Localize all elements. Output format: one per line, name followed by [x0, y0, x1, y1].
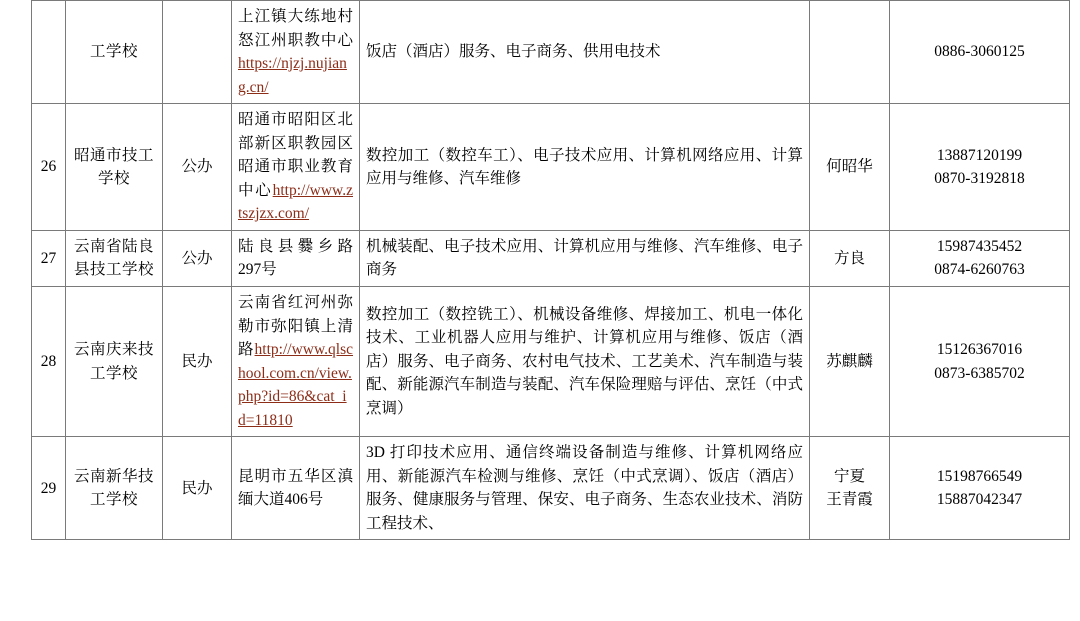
row-school-type: 民办 — [163, 287, 232, 437]
row-phones — [890, 230, 1070, 286]
contact-name-line: 王青霞 — [826, 491, 873, 509]
row-school-name: 云南省陆良县技工学校 — [66, 230, 163, 286]
row-contact — [810, 1, 890, 104]
row-index: 27 — [32, 230, 66, 286]
address-link[interactable]: https://njzj.nujiang.cn/ — [238, 55, 347, 96]
phone-number: 15987435452 — [936, 237, 1023, 255]
address-link[interactable]: http://www.ztszjzx.com/ — [238, 181, 353, 223]
row-majors: 数控加工（数控车工）、电子技术应用、计算机网络应用、计算应用与维修、汽车维修 — [360, 104, 810, 231]
row-phones — [890, 1, 1070, 104]
row-index: 26 — [32, 104, 66, 231]
phone-number: 15198766549 — [936, 467, 1023, 485]
phone-number: 0870-3192818 — [934, 170, 1025, 188]
table-row — [32, 1, 1070, 104]
row-address: 昆明市五华区滇缅大道406号 — [232, 437, 360, 540]
row-school-type: 公办 — [163, 104, 232, 231]
row-contact: 苏麒麟 — [810, 287, 890, 437]
phone-number: 0886-3060125 — [934, 43, 1025, 61]
address-text: 云南省红河州弥勒市弥阳镇上清路 — [238, 294, 353, 359]
row-contact: 方良 — [810, 230, 890, 286]
row-address — [232, 287, 360, 437]
row-majors: 饭店（酒店）服务、电子商务、供用电技术 — [360, 1, 810, 104]
table-row — [32, 230, 1070, 286]
address-link[interactable]: http://www.qlschool.com.cn/view.php?id=86&cat_id=11810 — [238, 341, 353, 429]
row-phones — [890, 104, 1070, 231]
row-school-type: 公办 — [163, 230, 232, 286]
row-phones — [890, 437, 1070, 540]
row-address — [232, 104, 360, 231]
row-address: 陆良县爨乡路297号 — [232, 230, 360, 286]
row-school-name: 云南庆来技工学校 — [66, 287, 163, 437]
row-majors: 数控加工（数控铣工）、机械设备维修、焊接加工、机电一体化技术、工业机器人应用与维护、计算机应用与维修、饭店（酒店）服务、电子商务、农村电气技术、工艺美术、汽车制造与装配、新能源汽车制造与装配、汽车保险理赔与评估、烹饪（中式烹调） — [360, 287, 810, 437]
address-text: 上江镇大练地村怒江州职教中心 — [238, 8, 353, 49]
address-text: 昭通市昭阳区北部新区职教园区昭通市职业教育中心 — [238, 111, 353, 199]
row-school-name: 昭通市技工学校 — [66, 104, 163, 231]
phone-number: 0874-6260763 — [934, 261, 1025, 279]
row-index — [32, 1, 66, 104]
row-school-type: 民办 — [163, 437, 232, 540]
phone-number: 15887042347 — [936, 491, 1023, 509]
vocational-school-table — [31, 0, 1070, 540]
table-row — [32, 287, 1070, 437]
row-school-type — [163, 1, 232, 104]
contact-name-line: 宁夏 — [833, 467, 865, 485]
table-row — [32, 104, 1070, 231]
phone-number: 13887120199 — [936, 146, 1023, 164]
row-school-name: 工学校 — [66, 1, 163, 104]
row-index: 29 — [32, 437, 66, 540]
row-contact: 何昭华 — [810, 104, 890, 231]
row-majors: 3D 打印技术应用、通信终端设备制造与维修、计算机网络应用、新能源汽车检测与维修、烹饪（中式烹调）、饭店（酒店）服务、健康服务与管理、保安、电子商务、生态农业技术、消防工程技术、 — [360, 437, 810, 540]
row-majors: 机械装配、电子技术应用、计算机应用与维修、汽车维修、电子商务 — [360, 230, 810, 286]
row-school-name: 云南新华技工学校 — [66, 437, 163, 540]
phone-number: 15126367016 — [936, 341, 1023, 359]
table-row — [32, 437, 1070, 540]
row-address — [232, 1, 360, 104]
row-index: 28 — [32, 287, 66, 437]
row-contact — [810, 437, 890, 540]
phone-number: 0873-6385702 — [934, 364, 1025, 382]
row-phones — [890, 287, 1070, 437]
